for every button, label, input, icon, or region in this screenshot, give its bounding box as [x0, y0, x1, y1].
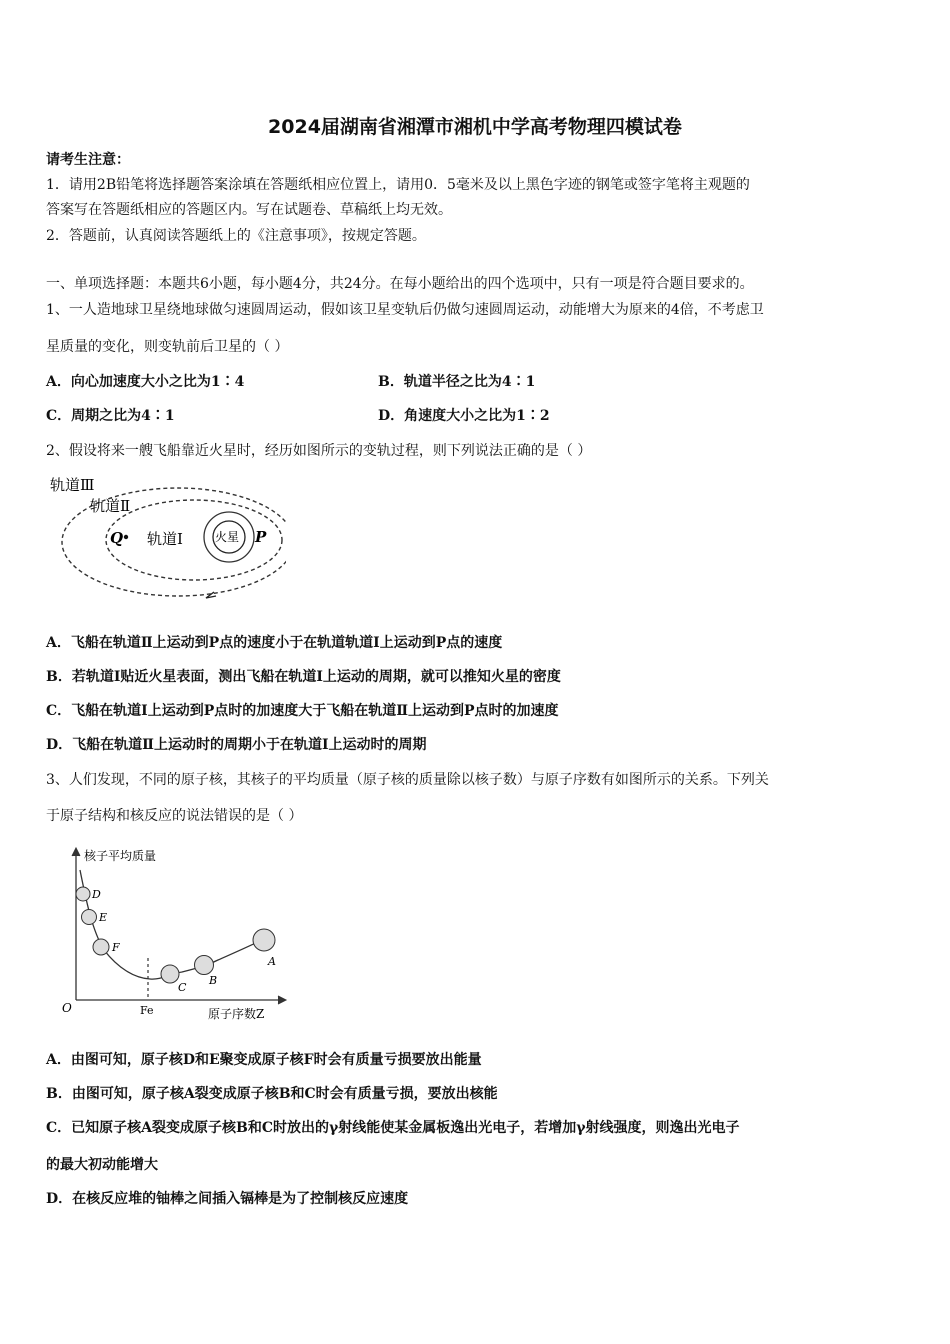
q2-stem: 2、假设将来一艘飞船靠近火星时，经历如图所示的变轨过程，则下列说法正确的是（ ） — [46, 443, 592, 459]
notice-item-2: 2．答题前，认真阅读答题纸上的《注意事项》，按规定答题。 — [46, 228, 426, 244]
q3-option-b: B．由图可知，原子核A裂变成原子核B和C时会有质量亏损，要放出核能 — [46, 1086, 498, 1102]
mass-curve — [80, 870, 266, 979]
notice-heading: 请考生注意： — [46, 152, 130, 168]
nucleus-e — [82, 910, 97, 925]
point-p-label: P — [255, 528, 267, 546]
section-heading: 一、单项选择题：本题共6小题，每小题4分，共24分。在每小题给出的四个选项中，只有一项是符合题目要求的。 — [46, 276, 754, 292]
orbit-3-label: 轨道Ⅲ — [50, 476, 95, 494]
q1-option-c: C．周期之比为4∶1 — [46, 408, 175, 424]
q2-option-d: D．飞船在轨道Ⅱ上运动时的周期小于在轨道I上运动时的周期 — [46, 737, 427, 753]
q2-option-b: B．若轨道I贴近火星表面，测出飞船在轨道I上运动的周期，就可以推知火星的密度 — [46, 669, 561, 685]
point-q-dot — [124, 535, 128, 539]
q2-option-c: C．飞船在轨道I上运动到P点时的加速度大于飞船在轨道Ⅱ上运动到P点时的加速度 — [46, 703, 559, 719]
planet-label: 火星 — [215, 530, 240, 544]
q3-option-a: A．由图可知，原子核D和E聚变成原子核F时会有质量亏损要放出能量 — [46, 1052, 482, 1068]
q1-stem-line-2: 星质量的变化，则变轨前后卫星的（ ） — [46, 339, 289, 355]
q3-option-d: D．在核反应堆的铀棒之间插入镉棒是为了控制核反应速度 — [46, 1191, 409, 1207]
orbit-2-label: 轨道Ⅱ — [90, 497, 131, 515]
x-axis-arrow-icon — [278, 996, 286, 1004]
q3-stem-line-2: 于原子结构和核反应的说法错误的是（ ） — [46, 808, 303, 824]
label-f: F — [112, 941, 120, 954]
label-e: E — [99, 911, 108, 924]
page-title: 2024届湖南省湘潭市湘机中学高考物理四模试卷 — [268, 116, 682, 138]
point-q-label: Q — [110, 529, 124, 547]
label-b: B — [209, 974, 218, 987]
fe-label: Fe — [140, 1004, 154, 1017]
label-c: C — [178, 981, 187, 994]
label-a: A — [268, 955, 276, 968]
nucleus-f — [93, 939, 109, 955]
nucleus-a — [253, 929, 275, 951]
q1-option-b: B．轨道半径之比为4∶1 — [378, 374, 536, 390]
orbit-1-label: 轨道Ⅰ — [147, 530, 183, 548]
q3-stem-line-1: 3、人们发现，不同的原子核，其核子的平均质量（原子核的质量除以核子数）与原子序数有如图所示的关系。下列关 — [46, 772, 769, 788]
nucleus-d — [76, 887, 90, 901]
q1-option-a: A．向心加速度大小之比为1∶4 — [46, 374, 245, 390]
q1-option-d: D．角速度大小之比为1∶2 — [378, 408, 550, 424]
nucleus-c — [161, 965, 179, 983]
y-axis-arrow-icon — [72, 848, 80, 856]
binding-mass-graph — [58, 840, 298, 1025]
origin-label: O — [62, 1001, 72, 1015]
nucleus-b — [195, 956, 214, 975]
q2-option-a: A．飞船在轨道Ⅱ上运动到P点的速度小于在轨道轨道Ⅰ上运动到P点的速度 — [46, 635, 503, 651]
label-d: D — [92, 888, 101, 901]
q3-option-c-line-1: C．已知原子核A裂变成原子核B和C时放出的γ射线能使某金属板逸出光电子，若增加γ射线强度，则逸出光电子 — [46, 1120, 740, 1136]
q1-stem-line-1: 1、一人造地球卫星绕地球做匀速圆周运动，假如该卫星变轨后仍做匀速圆周运动，动能增大为原来的4倍，不考虑卫 — [46, 302, 764, 318]
q3-option-c-line-2: 的最大初动能增大 — [46, 1157, 158, 1173]
x-axis-label: 原子序数Z — [208, 1007, 265, 1021]
notice-item-1-line-2: 答案写在答题纸相应的答题区内。写在试题卷、草稿纸上均无效。 — [46, 202, 452, 218]
y-axis-label: 核子平均质量 — [84, 849, 157, 863]
notice-item-1-line-1: 1．请用2B铅笔将选择题答案涂填在答题纸相应位置上，请用0．5毫米及以上黑色字迹的钢笔或签字笔将主观题的 — [46, 177, 750, 193]
orbit-diagram — [46, 470, 286, 605]
